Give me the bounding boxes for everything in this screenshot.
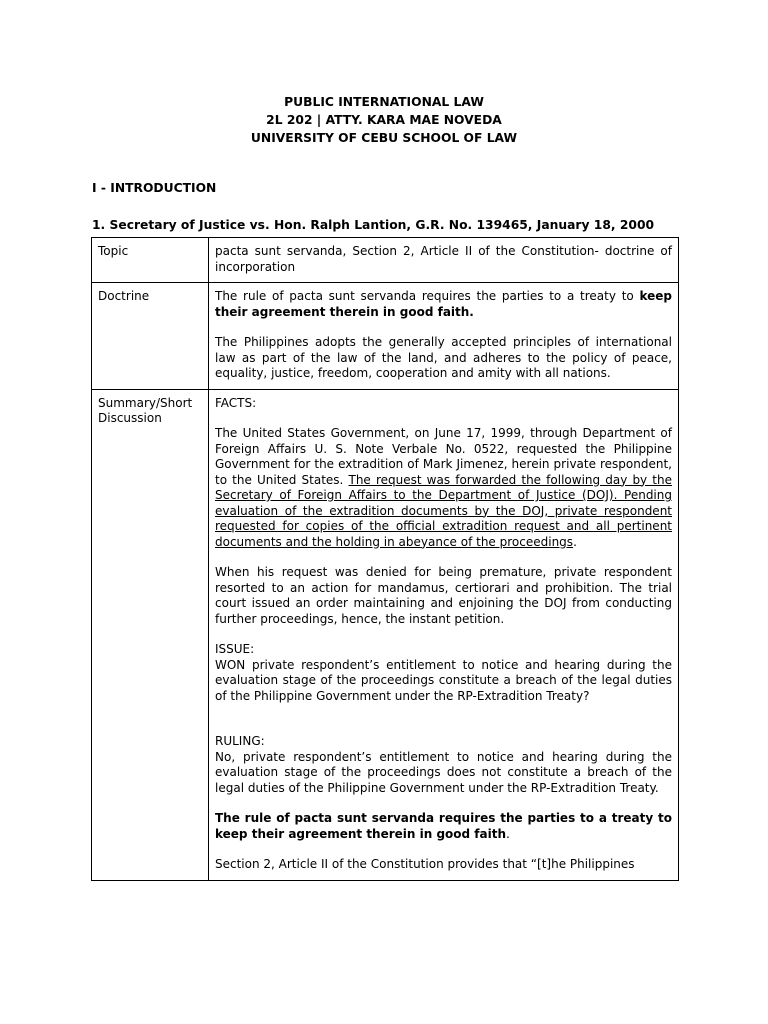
case-brief-table [91, 237, 679, 881]
issue-text: WON private respondent’s entitlement to notice and hearing during the evaluation stage of the proceedings constitute a breach of the legal duties of the Philippine Government under the RP-Extradition Treaty? [215, 657, 672, 703]
doctrine-paragraph-1 [215, 289, 672, 320]
summary-label: Summary/Short Discussion [92, 389, 209, 880]
class-instructor: 2L 202 | ATTY. KARA MAE NOVEDA [266, 113, 502, 127]
issue-heading: ISSUE: [215, 642, 255, 656]
facts-end: . [573, 534, 577, 549]
doctrine-content [209, 283, 679, 390]
table-row-doctrine [92, 283, 679, 390]
table-row-topic [92, 238, 679, 283]
ruling-block [215, 734, 672, 796]
summary-content [209, 389, 679, 880]
course-title: PUBLIC INTERNATIONAL LAW [284, 95, 484, 109]
ruling-bold-end: . [506, 826, 510, 841]
facts-text: The United States Government, on June 17, 1999, through Department of Foreign Affairs U. S. Note Verbale No. 0522, requested the Philippine Government for the extradition of Mark Jimenez, herein private respondent, to the United States. [215, 426, 672, 487]
doctrine-p1-text: The rule of pacta sunt servanda requires the parties to a treaty to [215, 289, 640, 303]
issue-block [215, 642, 672, 704]
ruling-heading: RULING: [215, 734, 265, 748]
document-header [0, 93, 768, 147]
topic-label: Topic [92, 238, 209, 283]
section-title: I - INTRODUCTION [92, 181, 217, 195]
doctrine-p1-bold: keep their agreement therein in good faith. [215, 289, 672, 319]
ruling-text: No, private respondent’s entitlement to notice and hearing during the evaluation stage of the proceedings does not constitute a breach of the legal duties of the Philippine Government under the RP-Extradition Treaty. [215, 749, 672, 795]
doctrine-paragraph-2: The Philippines adopts the generally accepted principles of international law as part of the law of the land, and adheres to the policy of peace, equality, justice, freedom, cooperation and amity with all nations. [215, 335, 672, 380]
topic-content [209, 238, 679, 283]
topic-text: pacta sunt servanda, Section 2, Article II of the Constitution- doctrine of incorporation [215, 244, 672, 274]
section2-paragraph: Section 2, Article II of the Constitution provides that “[t]he Philippines [215, 857, 635, 871]
school-name: UNIVERSITY OF CEBU SCHOOL OF LAW [250, 131, 518, 145]
facts-underlined-text: The request was forwarded the following day by the Secretary of Foreign Affairs to the Department of Justice (DOJ). Pending evaluation of the extradition documents by the DOJ, private respondent requested for copies of the official extradition request and all pertinent documents and the holding in abeyance of the proceedings [215, 472, 672, 549]
case-title: 1. Secretary of Justice vs. Hon. Ralph Lantion, G.R. No. 139465, January 18, 2000 [92, 218, 655, 232]
facts-heading: FACTS: [215, 395, 257, 410]
table-row-summary [92, 389, 679, 880]
ruling-doctrine [215, 811, 672, 842]
doctrine-label: Doctrine [92, 283, 209, 390]
ruling-bold-text: The rule of pacta sunt servanda requires the parties to a treaty to keep their agreement therein in good faith [215, 811, 672, 841]
facts-paragraph-2: When his request was denied for being premature, private respondent resorted to an action for mandamus, certiorari and prohibition. The trial court issued an order maintaining and enjoining the DOJ from conducting further proceedings, hence, the instant petition. [215, 565, 672, 626]
facts-paragraph-1 [215, 426, 672, 550]
